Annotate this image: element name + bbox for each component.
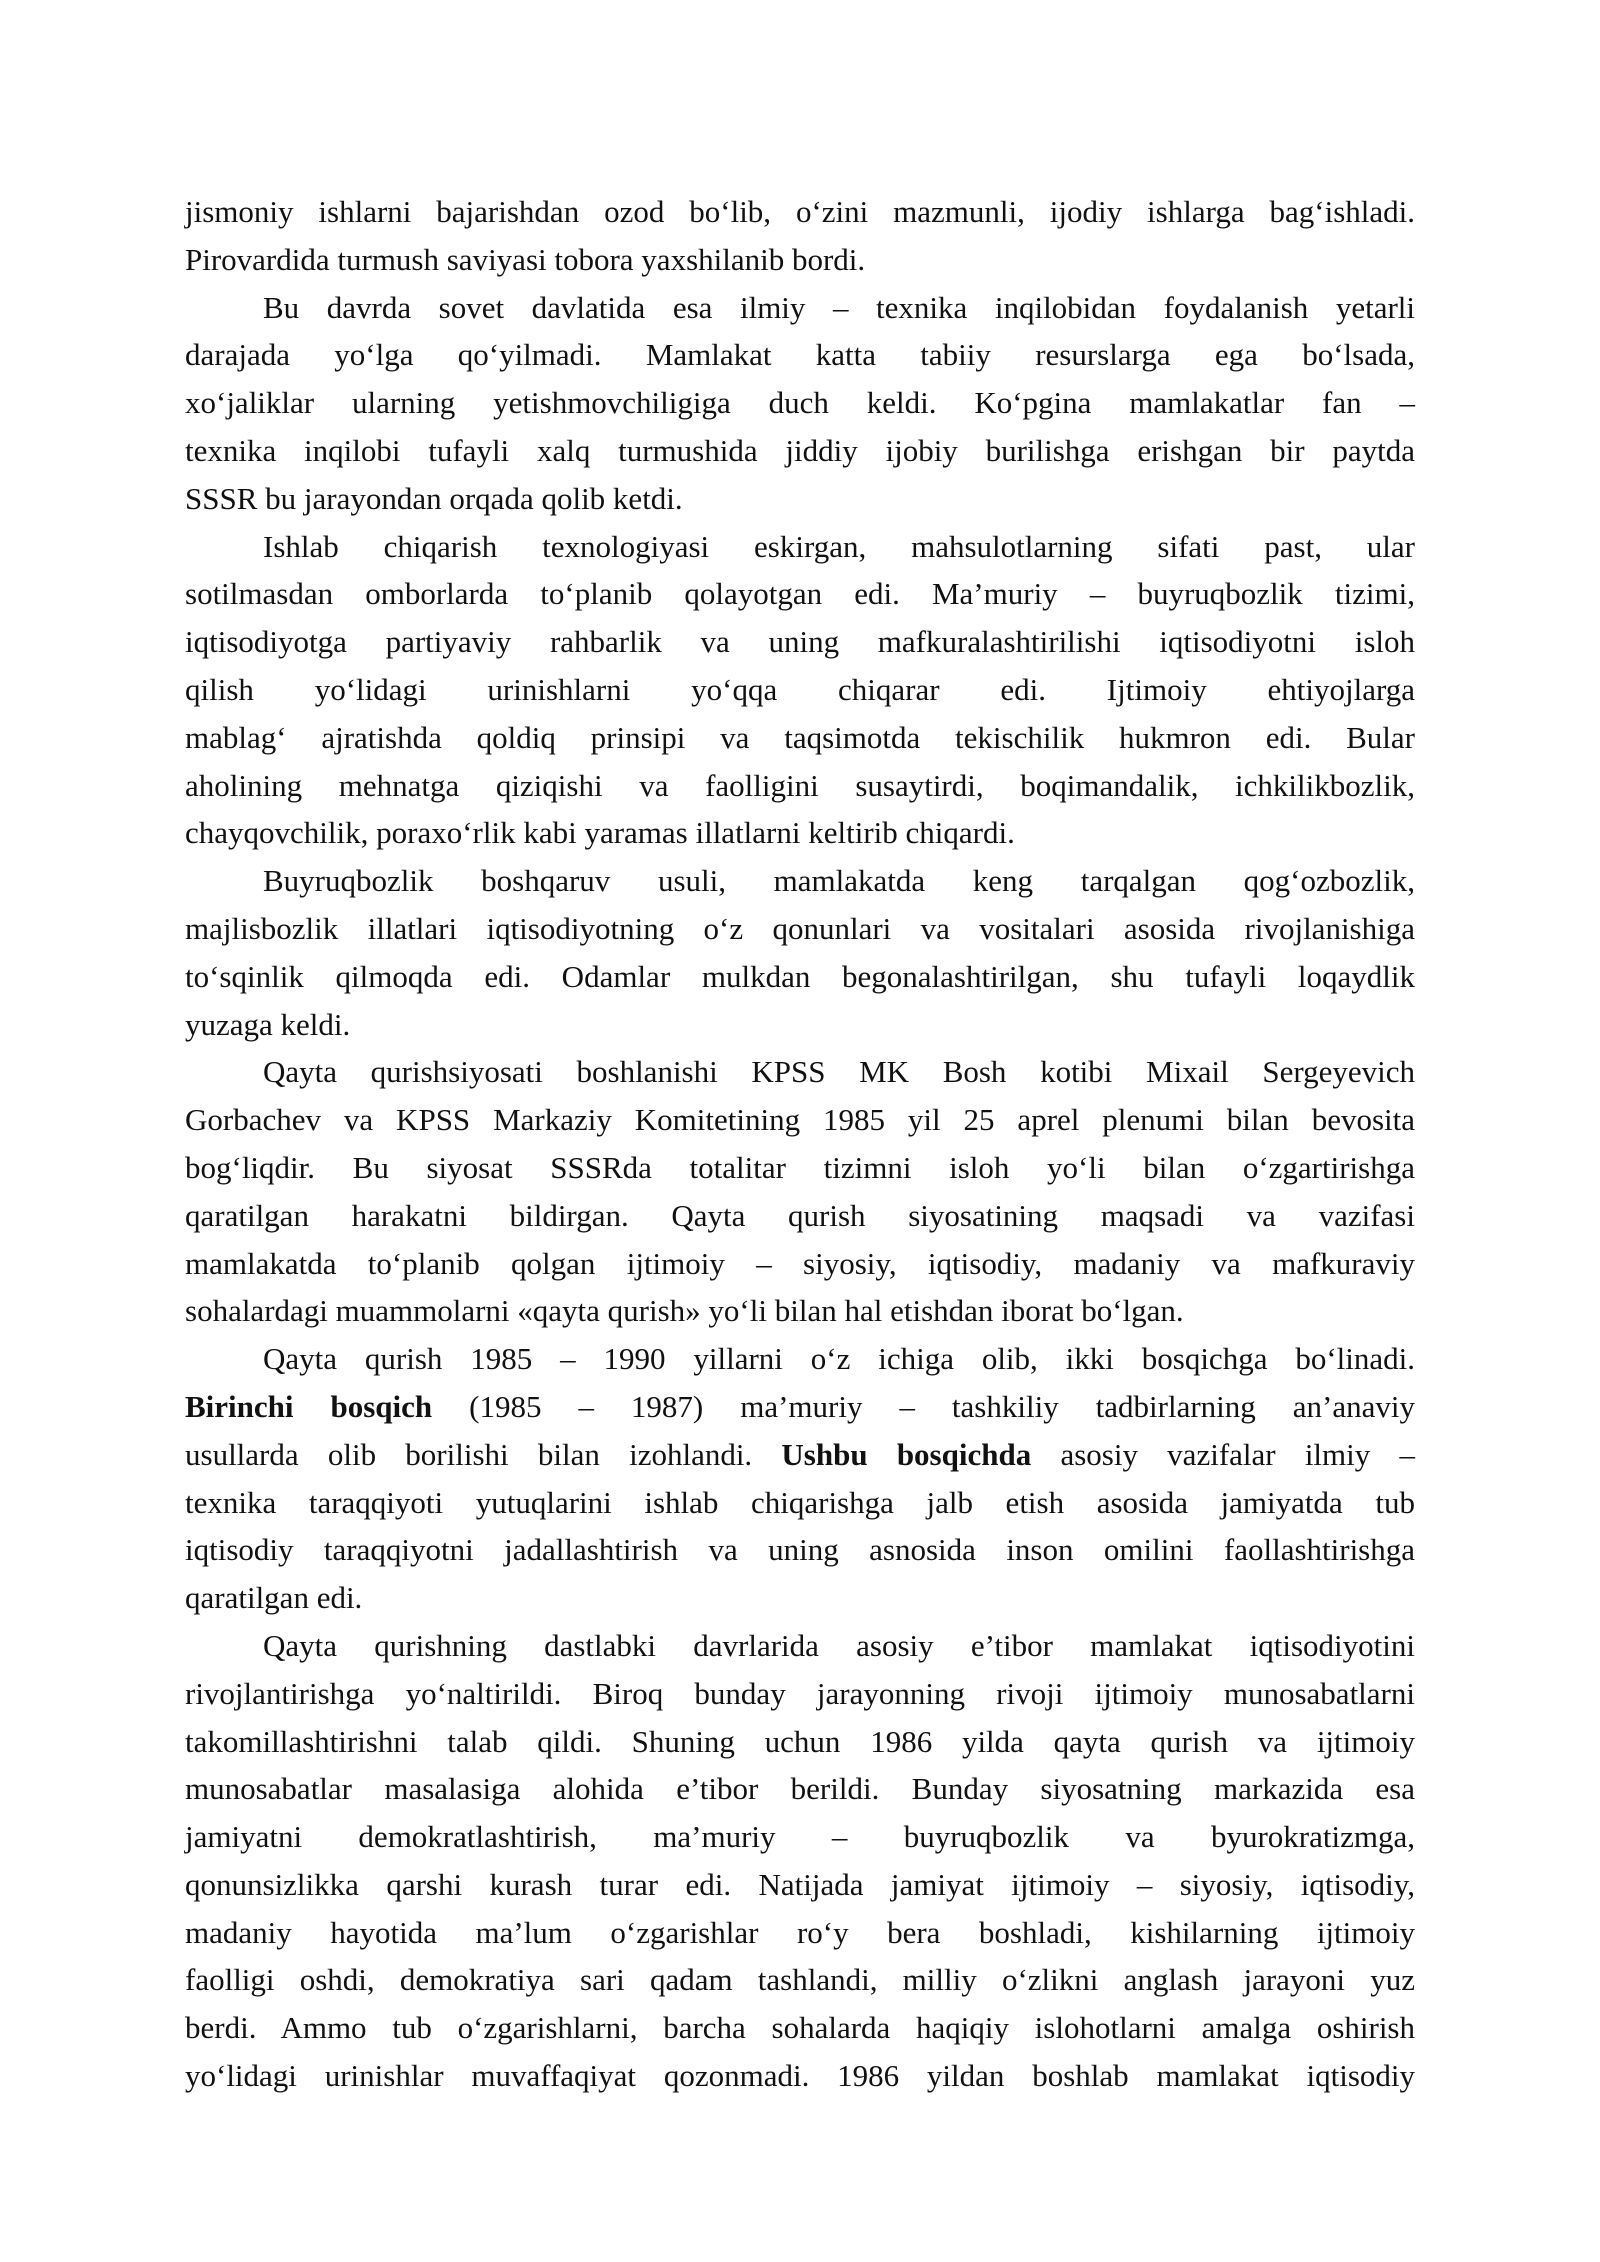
text-line [185,1192,1415,1240]
line-text: berdi. Ammo tub o‘zgarishlarni, barcha sohalarda haqiqiy islohotlarni amalga oshirish [185,2010,1415,2046]
line-text: qaratilgan edi. [185,1580,363,1616]
text-line [185,1001,1415,1049]
text-line [185,762,1415,810]
text-line [185,1048,1415,1096]
text-line [185,2004,1415,2052]
line-text: Buyruqbozlik boshqaruv usuli, mamlakatda keng tarqalgan qog‘ozbozlik, [263,863,1415,899]
text-line [185,666,1415,714]
text-line [185,1144,1415,1192]
line-text: bog‘liqdir. Bu siyosat SSSRda totalitar tizimni isloh yo‘li bilan o‘zgartirishga [185,1149,1415,1185]
text-line [185,1240,1415,1288]
text-line [185,284,1415,332]
text-line [185,1431,1415,1479]
line-text: texnika taraqqiyoti yutuqlarini ishlab chiqarishga jalb etish asosida jamiyatda tub [185,1484,1415,1520]
line-text: qaratilgan harakatni bildirgan. Qayta qurish siyosatining maqsadi va vazifasi [185,1197,1415,1233]
line-text: qonunsizlikka qarshi kurash turar edi. Natijada jamiyat ijtimoiy – siyosiy, iqtisodiy, [185,1866,1415,1902]
line-text: madaniy hayotida ma’lum o‘zgarishlar ro‘y bera boshladi, kishilarning ijtimoiy [185,1914,1415,1950]
line-text: yo‘lidagi urinishlar muvaffaqiyat qozonmadi. 1986 yildan boshlab mamlakat iqtisodiy [185,2058,1415,2094]
text-line [185,1526,1415,1574]
line-text: Pirovardida turmush saviyasi tobora yaxshilanib bordi. [185,241,866,277]
line-text: chayqovchilik, poraxo‘rlik kabi yaramas illatlarni keltirib chiqardi. [185,815,1015,851]
line-text: Qayta qurish 1985 – 1990 yillarni o‘z ichiga olib, ikki bosqichga bo‘linadi. [263,1341,1415,1377]
line-text: Bu davrda sovet davlatida esa ilmiy – texnika inqilobidan foydalanish yetarli [263,289,1415,325]
text-line [185,1909,1415,1957]
line-text: Qayta qurishning dastlabki davrlarida asosiy e’tibor mamlakat iqtisodiyotini [263,1627,1415,1663]
text-line [185,1335,1415,1383]
line-text: iqtisodiy taraqqiyotni jadallashtirish va uning asnosida inson omilini faollashtirishga [185,1532,1415,1568]
line-text: Ishlab chiqarish texnologiyasi eskirgan, mahsulotlarning sifati past, ular [263,528,1415,564]
text-line [185,1622,1415,1670]
line-text: qilish yo‘lidagi urinishlarni yo‘qqa chiqarar edi. Ijtimoiy ehtiyojlarga [185,671,1415,707]
line-text: asosiy vazifalar ilmiy – [1031,1436,1415,1472]
text-line [185,1479,1415,1527]
line-text: aholining mehnatga qiziqishi va faolligini susaytirdi, boqimandalik, ichkilikbozlik, [185,767,1415,803]
text-line [185,475,1415,523]
text-line [185,1287,1415,1335]
text-line [185,714,1415,762]
line-text: mamlakatda to‘planib qolgan ijtimoiy – siyosiy, iqtisodiy, madaniy va mafkuraviy [185,1245,1415,1281]
text-line [185,1813,1415,1861]
line-text: darajada yo‘lga qo‘yilmadi. Mamlakat katta tabiiy resurslarga ega bo‘lsada, [185,337,1415,373]
line-text: sotilmasdan omborlarda to‘planib qolayotgan edi. Ma’muriy – buyruqbozlik tizimi, [185,576,1415,612]
text-line [185,1861,1415,1909]
line-text: jamiyatni demokratlashtirish, ma’muriy – buyruqbozlik va byurokratizmga, [185,1819,1415,1855]
line-text: rivojlantirishga yo‘naltirildi. Biroq bunday jarayonning rivoji ijtimoiy munosabatlarni [185,1675,1415,1711]
line-text: takomillashtirishni talab qildi. Shuning uchun 1986 yilda qayta qurish va ijtimoiy [185,1723,1415,1759]
text-line [185,427,1415,475]
text-line [185,1718,1415,1766]
line-text: majlisbozlik illatlari iqtisodiyotning o‘z qonunlari va vositalari asosida rivojlanishiga [185,910,1415,946]
bold-text: Ushbu bosqichda [781,1436,1032,1472]
text-line [185,2052,1415,2100]
line-text: munosabatlar masalasiga alohida e’tibor berildi. Bunday siyosatning markazida esa [185,1771,1415,1807]
text-line [185,188,1415,236]
line-text: xo‘jaliklar ularning yetishmovchiligiga duch keldi. Ko‘pgina mamlakatlar fan – [185,385,1415,421]
text-line [185,570,1415,618]
text-line [185,1574,1415,1622]
line-text: Gorbachev va KPSS Markaziy Komitetining 1985 yil 25 aprel plenumi bilan bevosita [185,1102,1415,1138]
line-text: usullarda olib borilishi bilan izohlandi. [185,1436,782,1472]
text-line [185,1765,1415,1813]
text-line [185,523,1415,571]
text-line [185,905,1415,953]
text-line [185,857,1415,905]
text-line [185,809,1415,857]
line-text: texnika inqilobi tufayli xalq turmushida jiddiy ijobiy burilishga erishgan bir paytda [185,432,1415,468]
text-line [185,236,1415,284]
line-text: (1985 – 1987) ma’muriy – tashkiliy tadbirlarning an’anaviy [432,1388,1415,1424]
line-text: sohalardagi muammolarni «qayta qurish» yo‘li bilan hal etishdan iborat bo‘lgan. [185,1293,1184,1329]
line-text: yuzaga keldi. [185,1006,351,1042]
line-text: jismoniy ishlarni bajarishdan ozod bo‘lib, o‘zini mazmunli, ijodiy ishlarga bag‘ishladi. [185,194,1415,229]
text-line [185,1096,1415,1144]
line-text: SSSR bu jarayondan orqada qolib ketdi. [185,480,683,516]
text-line [185,331,1415,379]
bold-text: Birinchi bosqich [185,1388,433,1424]
line-text: mablag‘ ajratishda qoldiq prinsipi va taqsimotda tekischilik hukmron edi. Bular [185,719,1415,755]
text-line [185,379,1415,427]
line-text: faolligi oshdi, demokratiya sari qadam tashlandi, milliy o‘zlikni anglash jarayoni yuz [185,1962,1415,1998]
document-page [185,188,1415,2100]
text-line [185,618,1415,666]
line-text: iqtisodiyotga partiyaviy rahbarlik va uning mafkuralashtirilishi iqtisodiyotni isloh [185,624,1415,660]
text-line [185,953,1415,1001]
line-text: to‘sqinlik qilmoqda edi. Odamlar mulkdan begonalashtirilgan, shu tufayli loqaydlik [185,958,1415,994]
text-line [185,1383,1415,1431]
text-line [185,1670,1415,1718]
line-text: Qayta qurishsiyosati boshlanishi KPSS MK Bosh kotibi Mixail Sergeyevich [263,1054,1415,1090]
text-line [185,1956,1415,2004]
